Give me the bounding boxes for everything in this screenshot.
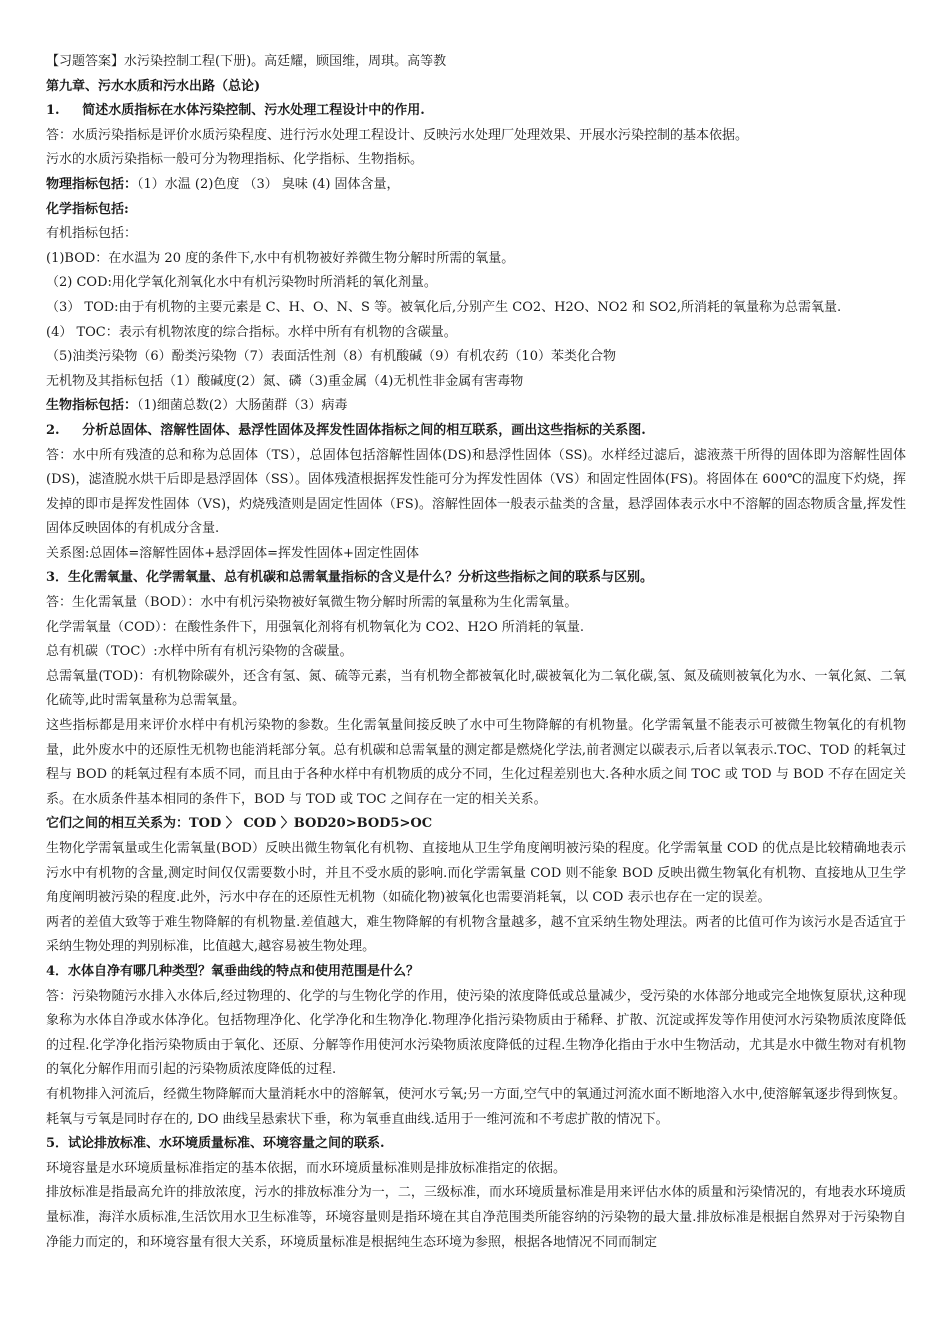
q1-toc: (4） TOC：表示有机物浓度的综合指标。水样中所有有机物的含碳量。: [46, 324, 457, 340]
q3-answer-discussion: 这些指标都是用来评价水样中有机污染物的参数。生化需氧量间接反映了水中可生物降解的有机物量。化学需氧量不能表示可被微生物氧化的有机物量，此外废水中的还原性无机物也能消耗部分氧。总有机碳和总需氧量的测定都是燃烧化学法,前者测定以碳表示,后者以氧表示.TOC、TOD 的耗氧过程与 BOD 的耗氧过程有本质不同，而且由于各种水样中有机物质的成分不同，生化过程差别也大.各种水质之间 TOC 或 TOD 与 BOD 不存在固定关系。在水质条件基本相同的条件下，BOD 与 TOD 或 TOC 之间存在一定的相关关系。: [46, 718, 906, 807]
q3-answer-difference: 两者的差值大致等于难生物降解的有机物量.差值越大，难生物降解的有机物含量越多，越不宜采纳生物处理法。两者的比值可作为该污水是否适宜于采纳生物处理的判别标准，比值越大,越容易被生物处理。: [46, 914, 906, 955]
question-5-title: 5．试论排放标准、水环境质量标准、环境容量之间的联系.: [46, 1136, 385, 1152]
q3-answer-tod: 总需氧量(TOD)：有机物除碳外，还含有氢、氮、硫等元素，当有机物全都被氧化时,碳被氧化为二氧化碳,氢、氮及硫则被氧化为水、一氧化氮、二氧化硫等,此时需氧量称为总需氧量。: [46, 668, 906, 709]
q1-cod: （2) COD:用化学氧化剂氧化水中有机污染物时所消耗的氧化剂量。: [46, 275, 437, 291]
q5-answer-1: 环境容量是水环境质量标准指定的基本依据，而水环境质量标准则是排放标准指定的依据。: [46, 1160, 567, 1176]
q3-relation: 它们之间的相互关系为：TOD 〉 COD 〉BOD20>BOD5>OC: [46, 816, 433, 832]
q1-inorganic: 无机物及其指标包括（1）酸碱度(2）氮、磷（3)重金属（4)无机性非金属有害毒物: [46, 373, 524, 389]
q4-answer-2: 有机物排入河流后，经微生物降解而大量消耗水中的溶解氧，使河水亏氧;另一方面,空气中的氧通过河流水面不断地溶入水中,使溶解氧逐步得到恢复。耗氧与亏氧是同时存在的, DO 曲线呈悬索状下垂，称为氧垂直曲线.适用于一维河流和不考虑扩散的情况下。: [46, 1086, 906, 1127]
q1-answer-2: 污水的水质污染指标一般可分为物理指标、化学指标、生物指标。: [46, 152, 424, 168]
q1-biological-indicators: [46, 394, 906, 419]
q5-answer-2: 排放标准是指最高允许的排放浓度，污水的排放标准分为一，二，三级标准，而水环境质量标准是用来评估水体的质量和污染情况的，有地表水环境质量标准，海洋水质标准,生活饮用水卫生标准等，环境容量则是指环境在其自净范围类所能容纳的污染物的最大量.排放标准是根据自然界对于污染物自净能力而定的，和环境容量有很大关系，环境质量标准是根据纯生态环境为参照，根据各地情况不同而制定: [46, 1185, 906, 1250]
question-3-title: 3．生化需氧量、化学需氧量、总有机碳和总需氧量指标的含义是什么？分析这些指标之间的联系与区别。: [46, 570, 654, 586]
bio-label: 生物指标包括：: [46, 398, 138, 414]
q3-answer-toc: 总有机碳（TOC）:水样中所有有机污染物的含碳量。: [46, 644, 353, 660]
q1-physical-indicators: [46, 173, 906, 198]
q3-answer-comparison: 生物化学需氧量或生化需氧量(BOD）反映出微生物氧化有机物、直接地从卫生学角度阐明被污染的程度。化学需氧量 COD 的优点是比较精确地表示污水中有机物的含量,测定时间仅仅需要数小时，并且不受水质的影响.而化学需氧量 COD 则不能象 BOD 反映出微生物氧化有机物、直接地从卫生学角度阐明被污染的程度.此外，污水中存在的还原性无机物（如硫化物)被氧化也需要消耗氧，以 COD 表示也存在一定的误差。: [46, 841, 906, 906]
question-1-title: 1. 简述水质指标在水体污染控制、污水处理工程设计中的作用.: [46, 103, 425, 119]
q1-chemical-label: 化学指标包括:: [46, 201, 129, 217]
question-4-title: 4．水体自净有哪几种类型？氧垂曲线的特点和使用范围是什么？: [46, 963, 420, 979]
q4-answer-1: 答：污染物随污水排入水体后,经过物理的、化学的与生物化学的作用，使污染的浓度降低或总量减少，受污染的水体部分地或完全地恢复原状,这种现象称为水体自净或水体净化。包括物理净化、化学净化和生物净化.物理净化指污染物质由于稀释、扩散、沉淀或挥发等作用使河水污染物质浓度降低的过程.化学净化指污染物质由于氧化、还原、分解等作用使河水污染物质浓度降低的过程.生物净化指由于水中生物活动，尤其是水中微生物对有机物的氧化分解作用而引起的污染物质浓度降低的过程.: [46, 988, 906, 1078]
q1-tod: （3） TOD:由于有机物的主要元素是 C、H、O、N、S 等。被氧化后,分别产生 CO2、H2O、NO2 和 SO2,所消耗的氧量称为总需氧量.: [46, 299, 842, 315]
header-line: 【习题答案】水污染控制工程(下册)。高廷耀，顾国维，周琪。高等教: [46, 54, 447, 69]
chapter-title: 第九章、污水水质和污水出路（总论): [46, 78, 261, 94]
q1-other-organics: （5)油类污染物（6）酚类污染物（7）表面活性剂（8）有机酸碱（9）有机农药（10）苯类化合物: [46, 349, 616, 365]
q3-answer-cod: 化学需氧量（COD）：在酸性条件下，用强氧化剂将有机物氧化为 CO2、H2O 所消耗的氧量.: [46, 619, 585, 635]
q1-organic-label: 有机指标包括：: [46, 226, 138, 242]
q2-answer: 答：水中所有残渣的总和称为总固体（TS），总固体包括溶解性固体(DS)和悬浮性固体（SS)。水样经过滤后，滤液蒸干所得的固体即为溶解性固体(DS)，滤渣脱水烘干后即是悬浮固体（SS）。固体残渣根据挥发性能可分为挥发性固体（VS）和固定性固体(FS)。将固体在 600℃的温度下灼烧，挥发掉的即市是挥发性固体（VS)，灼烧残渣则是固定性固体（FS)。溶解性固体一般表示盐类的含量，悬浮固体表示水中不溶解的固态物质含量,挥发性固体反映固体的有机成分含量.: [46, 447, 906, 537]
physical-text: （1）水温 (2)色度 （3） 臭味 (4) 固体含量，: [137, 176, 400, 192]
physical-label: 物理指标包括：: [46, 176, 138, 192]
question-2-title: 2. 分析总固体、溶解性固体、悬浮性固体及挥发性固体指标之间的相互联系，画出这些指标的关系图.: [46, 422, 646, 438]
bio-text: （1)细菌总数(2）大肠菌群（3）病毒: [137, 398, 348, 414]
q1-answer-1: 答：水质污染指标是评价水质污染程度、进行污水处理工程设计、反映污水处理厂处理效果、开展水污染控制的基本依据。: [46, 127, 749, 143]
q3-answer-bod: 答：生化需氧量（BOD）：水中有机污染物被好氧微生物分解时所需的氧量称为生化需氧量。: [46, 595, 578, 611]
q1-bod: (1)BOD：在水温为 20 度的条件下,水中有机物被好养微生物分解时所需的氧量。: [46, 250, 515, 266]
q2-relation: 关系图:总固体=溶解性固体+悬浮固体=挥发性固体+固定性固体: [46, 545, 419, 561]
